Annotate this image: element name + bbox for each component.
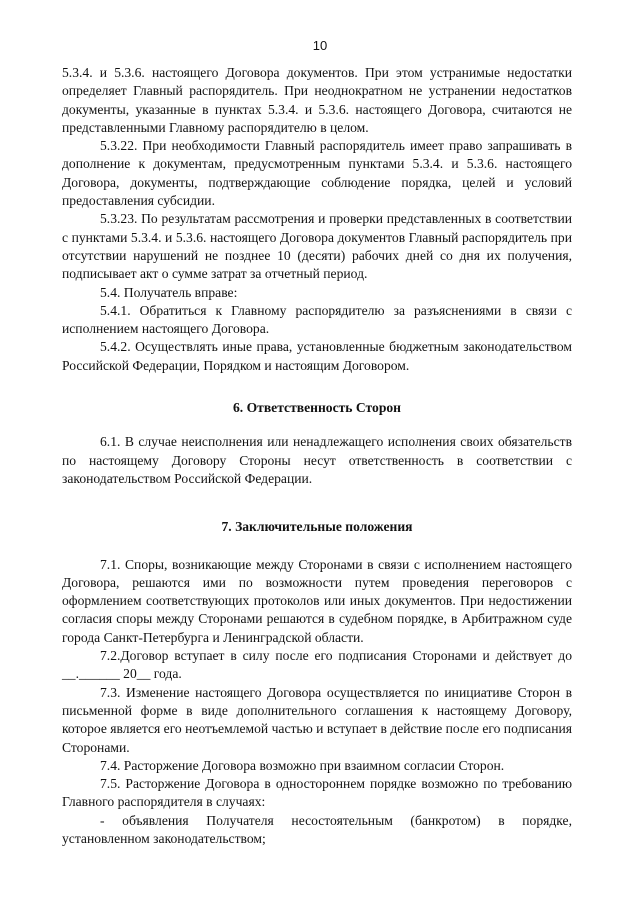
paragraph-7-4: 7.4. Расторжение Договора возможно при взаимном согласии Сторон. [100,757,505,773]
paragraph-7-3: 7.3. Изменение настоящего Договора осуществляется по инициативе Сторон в письменной форме в виде дополнительного соглашения к настоящему Договору, которое является его неотъемлемой частью и вступает в действие после его подписания Сторонами. [62,684,572,755]
paragraph-7-5: 7.5. Расторжение Договора в одностороннем порядке возможно по требованию Главного распорядителя в случаях: [62,776,572,810]
paragraph-5-4-1: 5.4.1. Обратиться к Главному распорядителю за разъяснениями в связи с исполнением настоящего Договора. [62,302,572,337]
page-number: 10 [312,38,328,53]
paragraph-6-1: 6.1. В случае неисполнения или ненадлежащего исполнения своих обязательств по настоящему Договору Стороны несут ответственность в соответствии с законодательством Российской Федерации. [62,434,572,486]
paragraph-7-1: 7.1. Споры, возникающие между Сторонами в связи с исполнением настоящего Договора, решаются ими по возможности путем проведения переговоров с оформлением соответствующих протоколов или иных документов. При недостижении согласия споры между Сторонами решаются в судебном порядке, в Арбитражном суде города Санкт-Петербурга и Ленинградской области. [62,556,572,645]
paragraph-5-3-23: 5.3.23. По результатам рассмотрения и проверки представленных в соответствии с пунктами 5.3.4. и 5.3.6. настоящего Договора документов Главный распорядитель при отсутствии нарушений не позднее 10 (десяти) рабочих дней со дня их получения, подписывает акт о сумме затрат за отчетный период. [62,211,572,282]
paragraph-5-3-4-continuation: 5.3.4. и 5.3.6. настоящего Договора документов. При этом устранимые недостатки определяет Главный распорядитель. При неоднократном не устранении недостатков документы, указанные в пунктах 5.3.4. и 5.3.6. настоящего Договора, считаются не представленными Главному распорядителю в целом. [62,65,572,135]
paragraph-5-4: 5.4. Получатель вправе: [100,284,238,300]
section-6-heading: 6. Ответственность Сторон [232,400,402,416]
document-body [62,64,572,848]
paragraph-7-2: 7.2.Договор вступает в силу после его подписания Сторонами и действует до __.______ 20__ года. [62,648,572,682]
section-7-heading: 7. Заключительные положения [221,519,413,535]
paragraph-5-3-22: 5.3.22. При необходимости Главный распорядитель имеет право запрашивать в дополнение к документам, предусмотренным пунктами 5.3.4. и 5.3.6. настоящего Договора, документы, подтверждающие соблюдение порядка, целей и условий предоставления субсидии. [62,138,572,209]
paragraph-5-4-2: 5.4.2. Осуществлять иные права, установленные бюджетным законодательством Российской Федерации, Порядком и настоящим Договором. [62,339,572,373]
paragraph-7-5-item-bankruptcy: - объявления Получателя несостоятельным (банкротом) в порядке, установленном законодательством; [62,812,572,846]
